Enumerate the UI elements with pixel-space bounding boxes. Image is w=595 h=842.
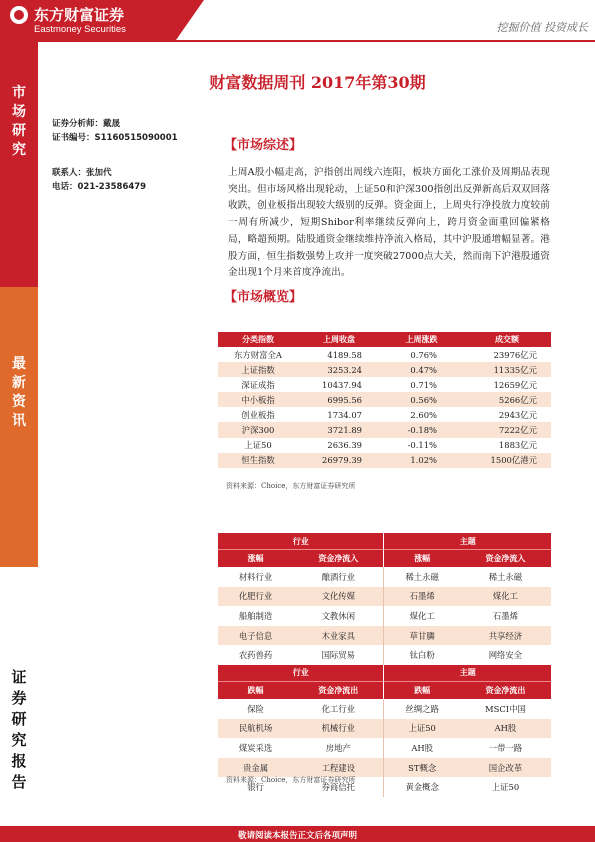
market-col-change: 上周涨跌 (380, 332, 463, 347)
flow-gain-cell: 共享经济 (460, 626, 551, 646)
flow-loss-cell: 保险 (247, 703, 264, 714)
sidebar-char: 新 (12, 375, 26, 391)
flow-gain-cell: 煤化工 (384, 606, 460, 626)
flow-gain-col-4: 资金净流入 (460, 550, 551, 568)
market-table-cell: 2636.39 (327, 440, 362, 451)
flow-group-theme: 主题 (384, 533, 551, 550)
flow-loss-cell: 券商信托 (321, 782, 356, 793)
market-table-cell: 7222亿元 (463, 422, 551, 437)
phone-line (52, 180, 146, 192)
sidebar-market-research-label (0, 42, 38, 160)
flow-loss-row (218, 738, 551, 758)
flow-gain-row (218, 606, 551, 626)
market-table-cell: 恒生指数 (218, 453, 298, 468)
market-table-row (218, 407, 551, 422)
flow-loss-cell: 银行 (247, 782, 264, 793)
flow-gain-cell: 钛白粉 (384, 645, 460, 665)
market-table-row (218, 422, 551, 437)
flow-gain-row (218, 626, 551, 646)
sidebar-char: 报 (11, 752, 27, 770)
flow-gain-cell: 木业家具 (293, 626, 384, 646)
market-table-row (218, 438, 551, 453)
sidebar-market-research (0, 42, 38, 287)
analyst-label: 证券分析师： (52, 119, 104, 129)
sidebar-char: 研 (11, 710, 27, 728)
flow-loss-cell: MSCI中国 (485, 703, 526, 714)
market-table-cell: 0.71% (410, 379, 437, 390)
market-table-cell: 0.56% (380, 392, 463, 407)
contact-name: 张加代 (86, 168, 112, 178)
sidebar-char: 证 (11, 668, 27, 686)
market-table-cell: 2.60% (410, 409, 437, 420)
section-market-overview-heading: 【市场概览】 (224, 290, 303, 305)
flow-loss-col-1: 跌幅 (218, 681, 293, 699)
flow-loss-cell: AH股 (384, 738, 460, 758)
flow-group-theme-2: 主题 (384, 665, 551, 682)
market-table-cell: 上证50 (244, 440, 272, 451)
flow-gain-col-2: 资金净流入 (293, 550, 384, 568)
market-col-index: 分类指数 (218, 332, 298, 347)
flow-gain-cell: 电子信息 (218, 626, 293, 646)
flow-loss-cell: 上证50 (384, 719, 460, 739)
flow-gain-cell: 稀土永磁 (488, 571, 523, 582)
market-overview-table (218, 332, 551, 468)
market-table-row (218, 453, 551, 468)
analyst-name: 戴晟 (103, 119, 121, 129)
cert-line (52, 131, 178, 143)
flow-loss-cell: 机械行业 (293, 719, 384, 739)
flow-loss-col-4: 资金净流出 (460, 681, 551, 699)
flow-group-industry-2: 行业 (218, 665, 384, 682)
market-table-cell: 中小板指 (218, 392, 298, 407)
market-table-row (218, 392, 551, 407)
sidebar-securities-report (0, 567, 38, 842)
flow-gain-row (218, 587, 551, 607)
sidebar-char: 究 (12, 142, 26, 158)
market-table-cell: 1883亿元 (498, 440, 537, 451)
market-table-cell: 4189.58 (327, 349, 362, 360)
flow-table-source: 资料来源：Choice，东方财富证券研究所 (226, 776, 356, 784)
market-table-cell: 3721.89 (298, 422, 380, 437)
flow-loss-col-3: 跌幅 (384, 681, 460, 699)
flow-loss-cell: AH股 (460, 719, 551, 739)
phone-label: 电话： (52, 182, 78, 192)
market-table-cell: 创业板指 (241, 409, 275, 420)
market-table-cell: 5266亿元 (463, 392, 551, 407)
market-table-cell: 10437.94 (322, 379, 362, 390)
flow-gain-cell: 稀土永磁 (384, 567, 460, 587)
flow-gain-cell: 文化传媒 (293, 587, 384, 607)
market-table-row (218, 347, 551, 362)
footer-disclaimer: 敬请阅读本报告正文后各项声明 (237, 831, 357, 841)
flow-gain-header-row (218, 550, 551, 568)
flow-gain-cell: 石墨烯 (384, 587, 460, 607)
market-table-cell: 东方财富全A (234, 349, 282, 360)
phone-number: 021-23586479 (77, 182, 147, 192)
flow-gain-cell: 文教休闲 (321, 610, 356, 621)
market-table-cell: -0.18% (380, 422, 463, 437)
sidebar (0, 42, 38, 842)
market-table-cell: 11335亿元 (463, 362, 551, 377)
flow-loss-cell: 工程建设 (293, 758, 384, 778)
market-table-cell: -0.11% (407, 440, 437, 451)
market-table-cell: 3253.24 (298, 362, 380, 377)
capital-flow-table (218, 533, 551, 797)
market-table-cell: 0.47% (380, 362, 463, 377)
sidebar-char: 最 (12, 356, 26, 372)
market-table-header-row (218, 332, 551, 347)
flow-loss-cell: 化工行业 (321, 703, 356, 714)
logo-cn-text: 东方财富证券 (34, 6, 125, 24)
flow-gain-cell: 草甘膦 (384, 626, 460, 646)
flow-loss-cell: 煤炭采选 (238, 742, 273, 753)
sidebar-char: 场 (12, 104, 26, 120)
flow-gain-cell: 材料行业 (238, 571, 273, 582)
market-table-cell: 26979.39 (298, 453, 380, 468)
document-title: 财富数据周刊 2017年第30期 (209, 73, 426, 92)
sidebar-latest-news (0, 287, 38, 567)
market-table-cell: 23976亿元 (493, 349, 537, 360)
flow-loss-cell: 民航机场 (218, 719, 293, 739)
sidebar-char: 市 (12, 85, 26, 101)
logo-en-text: Eastmoney Securities (34, 24, 126, 35)
flow-gain-cell: 农药兽药 (238, 650, 273, 661)
market-table-cell: 1.02% (380, 453, 463, 468)
market-table-row (218, 362, 551, 377)
flow-gain-cell: 化肥行业 (218, 587, 293, 607)
flow-group-row-loss (218, 665, 551, 682)
sidebar-char: 告 (11, 773, 27, 791)
flow-gain-col-3: 涨幅 (384, 550, 460, 568)
market-table-cell: 12659亿元 (493, 379, 537, 390)
market-table-cell: 深证成指 (241, 379, 275, 390)
flow-loss-cell: 一带一路 (488, 742, 523, 753)
sidebar-securities-report-label (0, 567, 38, 793)
sidebar-char: 研 (12, 123, 26, 139)
flow-group-industry: 行业 (218, 533, 384, 550)
flow-loss-cell: 国企改革 (460, 758, 551, 778)
analyst-line (52, 117, 120, 129)
market-table-source: 资料来源：Choice，东方财富证券研究所 (226, 482, 356, 490)
sidebar-char: 究 (11, 731, 27, 749)
flow-gain-cell: 酿酒行业 (321, 571, 356, 582)
flow-loss-row (218, 699, 551, 719)
flow-loss-row (218, 719, 551, 739)
sidebar-char: 资 (12, 394, 26, 410)
flow-loss-header-row (218, 681, 551, 699)
market-table-cell: 1734.07 (327, 409, 362, 420)
flow-gain-col-1: 涨幅 (218, 550, 293, 568)
section-market-summary-heading: 【市场综述】 (224, 138, 303, 153)
header-divider (0, 40, 595, 42)
market-table-cell: 6995.56 (298, 392, 380, 407)
flow-gain-cell: 国际贸易 (321, 650, 356, 661)
flow-gain-cell: 石墨烯 (492, 610, 518, 621)
eastmoney-logo-icon (10, 6, 28, 24)
market-table-cell: 上证指数 (218, 362, 298, 377)
sidebar-char: 券 (11, 689, 27, 707)
market-table-cell: 2943亿元 (498, 409, 537, 420)
flow-gain-row (218, 645, 551, 665)
flow-loss-cell: ST概念 (384, 758, 460, 778)
flow-gain-row (218, 567, 551, 587)
market-col-close: 上周收盘 (298, 332, 380, 347)
flow-group-row-gain (218, 533, 551, 550)
market-table-cell: 沪深300 (218, 422, 298, 437)
market-table-row (218, 377, 551, 392)
header-slogan: 挖掘价值 投资成长 (496, 21, 588, 34)
flow-loss-cell: 上证50 (491, 782, 520, 793)
cert-number: S1160515090001 (94, 133, 178, 143)
flow-loss-cell: 房地产 (325, 742, 351, 753)
contact-line (52, 166, 112, 178)
sidebar-latest-news-label (0, 287, 38, 431)
market-summary-paragraph: 上周A股小幅走高，沪指创出周线六连阳，板块方面化工涨价及周期品表现突出。但市场风格出现轮动，上证50和沪深300指创出反弹新高后双双回落收跌，创业板指出现较大级别的反弹。资金面上，上周央行净投放力度较前一周有所减少，短期Shibor利率继续反弹向上，跨月资金面重回偏紧格局，略超预期。陆股通资金继续维持净流入格局，其中沪股通增幅显著。港股方面，恒生指数强势上攻并一度突破27000点大关，然而南下沪港股通资金出现1个月来首度净流出。 (228, 167, 550, 279)
market-col-volume: 成交额 (463, 332, 551, 347)
cert-label: 证书编号： (52, 133, 95, 143)
flow-gain-cell: 煤化工 (460, 587, 551, 607)
flow-loss-cell: 黄金概念 (384, 777, 460, 797)
sidebar-char: 讯 (12, 413, 26, 429)
market-table-cell: 1500亿港元 (463, 453, 551, 468)
contact-label: 联系人： (52, 168, 87, 178)
flow-gain-cell: 网络安全 (488, 650, 523, 661)
market-table-cell: 0.76% (410, 349, 437, 360)
flow-loss-col-2: 资金净流出 (293, 681, 384, 699)
flow-loss-cell: 贵金属 (218, 758, 293, 778)
flow-gain-cell: 船舶制造 (238, 610, 273, 621)
header-slash-decoration (176, 0, 204, 40)
flow-loss-cell: 丝绸之路 (384, 699, 460, 719)
